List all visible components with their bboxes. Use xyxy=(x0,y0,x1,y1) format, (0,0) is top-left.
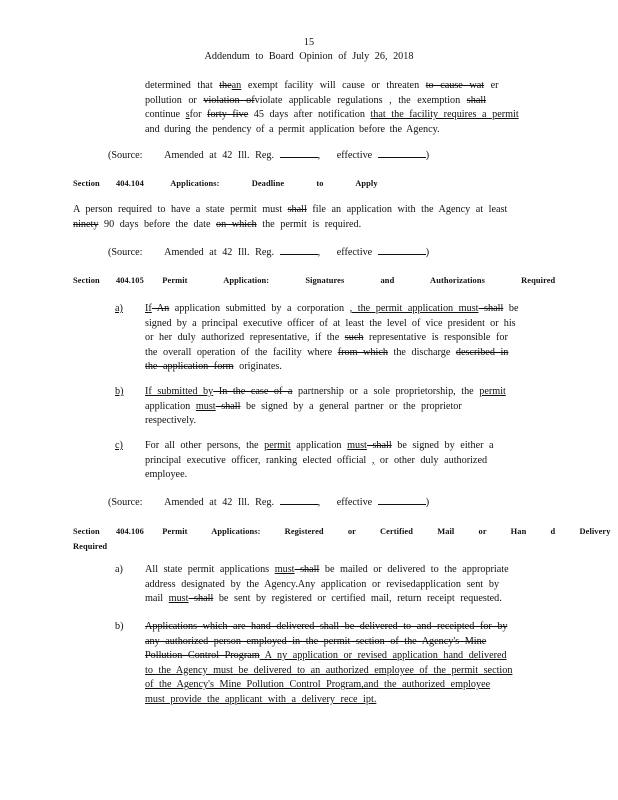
item-label-a: a) xyxy=(115,564,123,575)
item-label-b: b) xyxy=(115,621,124,632)
section-404-105-c: For all other persons, the permit application must shall be signed by either a principal executive officer, ranking elected official , or other duly authorized employee. xyxy=(145,440,494,481)
section-heading-404-106: Section 404.106 Permit Applications: Registered or Certified Mail or Han d Delivery Required xyxy=(73,527,611,551)
section-404-105-a: If An application submitted by a corporation , the permit application must shall be signed by a principal executive officer of at least the level of vice president or his or her duly authorized representative, if the such representative is responsible for the overall operation of the facility where from which the discharge described in the application form originates. xyxy=(145,303,519,373)
source-line: (Source: Amended at 42 Ill. Reg. , effective ) xyxy=(108,147,429,164)
item-label-b: b) xyxy=(115,386,124,397)
section-heading-404-104: Section 404.104 Applications: Deadline to Apply xyxy=(73,179,378,188)
section-404-104-body: A person required to have a state permit must shall file an application with the Agency at least ninety 90 days before the date on which the permit is required. xyxy=(73,204,508,230)
section-404-106-a: All state permit applications must shall be mailed or delivered to the appropriate address designated by the Agency.Any application or revisedapplication sent by mail must shall be sent by registered or certified mail, return receipt requested. xyxy=(145,564,509,605)
source-line: (Source: Amended at 42 Ill. Reg. , effective ) xyxy=(108,244,429,261)
item-label-c: c) xyxy=(115,440,123,451)
page-title: Addendum to Board Opinion of July 26, 2018 xyxy=(204,51,414,62)
intro-paragraph: determined that thean exempt facility will cause or threaten to cause wat er pollution or violation ofviolate applicable regulations , the exemption shall continue sfor forty five 45 days after notification that the facility requires a permit and during the pendency of a permit application before the Agency. xyxy=(145,80,519,135)
section-404-105-b: If submitted by In the case of a partnership or a sole proprietorship, the permit application must shall be signed by a general partner or the proprietor respectively. xyxy=(145,386,506,427)
page-number: 15 xyxy=(303,37,315,48)
section-heading-404-105: Section 404.105 Permit Application: Signatures and Authorizations Required xyxy=(73,276,556,285)
section-404-106-b: Applications which are hand delivered shall be delivered to and receipted for by any authorized person employed in the permit section of the Agency's Mine Pollution Control Program A ny application or revised application hand delivered to the Agency must be delivered to an authorized employee of the permit section of the Agency's Mine Pollution Control Program,and the authorized employee must provide the applicant with a delivery rece ipt. xyxy=(145,621,513,705)
source-line: (Source: Amended at 42 Ill. Reg. , effective ) xyxy=(108,494,429,511)
item-label-a: a) xyxy=(115,303,123,314)
